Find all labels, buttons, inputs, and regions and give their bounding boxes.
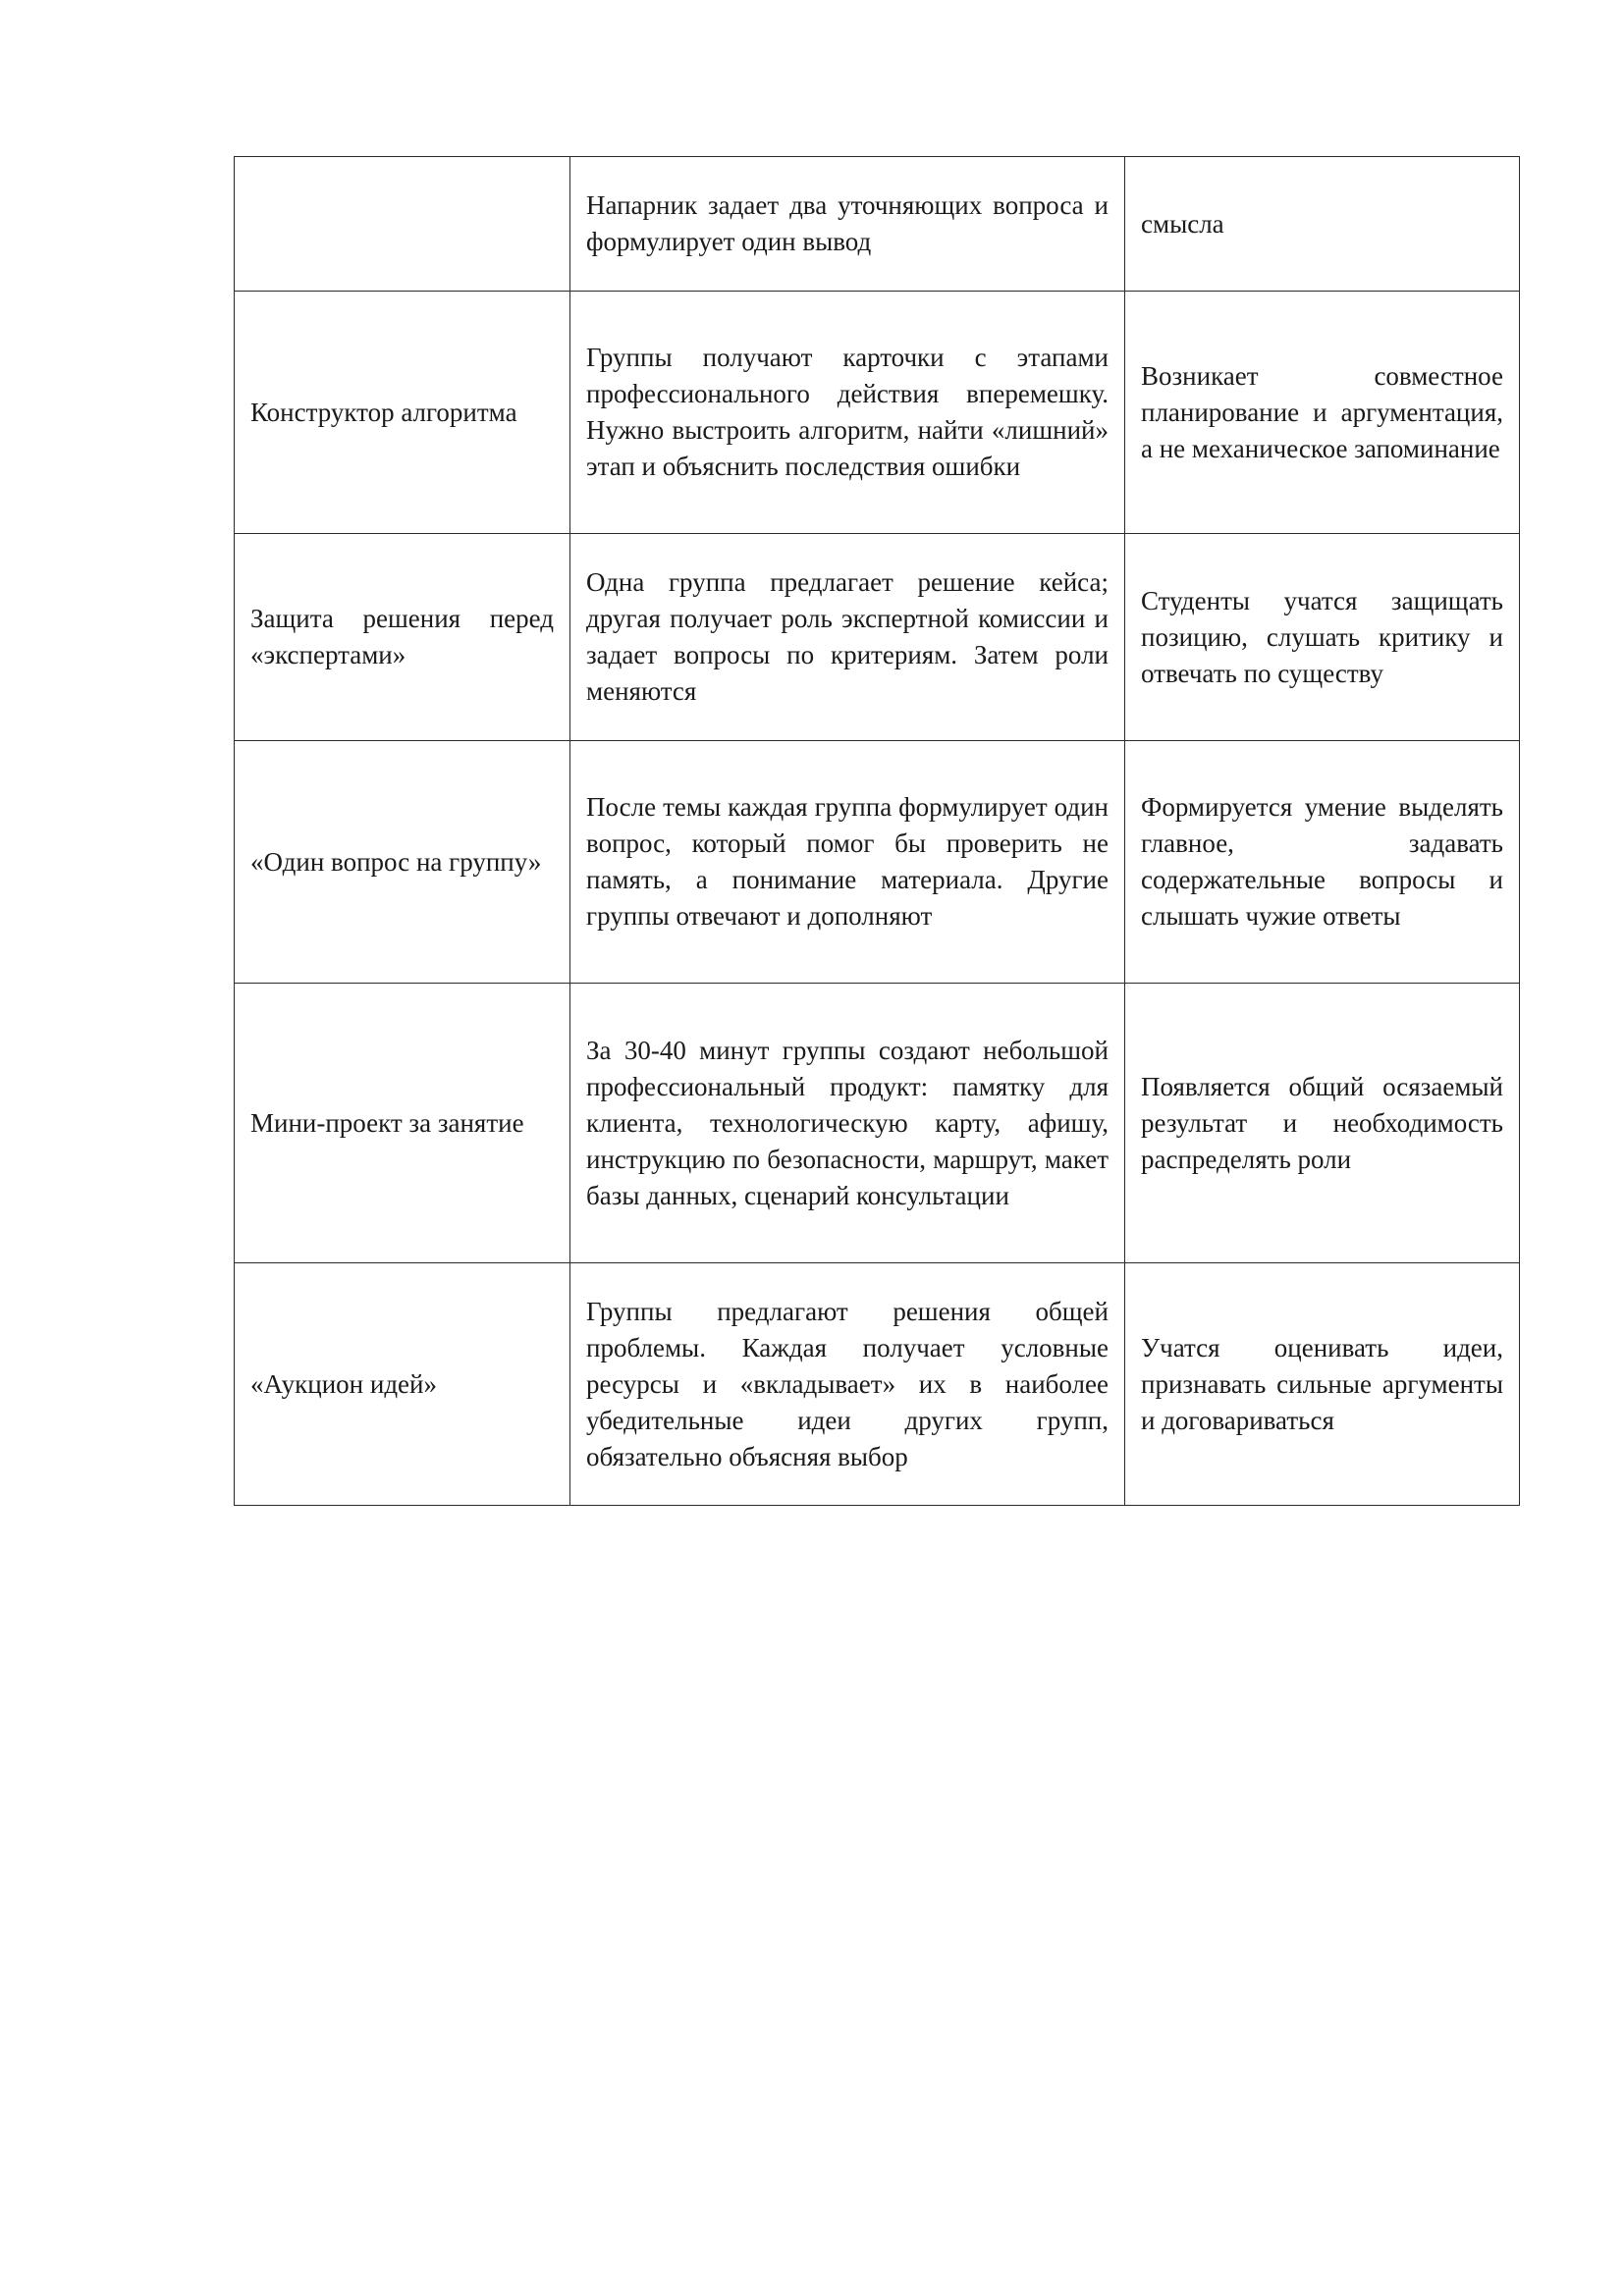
method-description-cell [570,157,1125,292]
method-name: Конструктор алгоритма [250,397,517,427]
methods-table [234,156,1520,1506]
method-description-cell [570,1263,1125,1506]
method-effect: Возникает совместное планирование и аргументация, а не механическое запоминание [1141,360,1503,463]
table-row [235,741,1520,984]
method-name: Защита решения перед «экспертами» [250,604,554,669]
method-description: После темы каждая группа формулирует один вопрос, который помог бы проверить не память, а понимание материала. Другие группы отвечают и дополняют [586,792,1109,931]
method-name-cell [235,984,570,1263]
method-description-cell [570,741,1125,984]
method-effect-cell [1125,157,1520,292]
method-effect: Формируется умение выделять главное, задавать содержательные вопросы и слышать чужие ответы [1141,792,1503,931]
method-description: Группы получают карточки с этапами профессионального действия вперемешку. Нужно выстроить алгоритм, найти «лишний» этап и объяснить последствия ошибки [586,343,1109,481]
method-name-cell [235,1263,570,1506]
method-effect: Появляется общий осязаемый результат и необходимость распределять роли [1141,1071,1503,1174]
method-effect-cell [1125,534,1520,741]
method-name-cell [235,741,570,984]
method-name-cell [235,292,570,534]
table-row [235,984,1520,1263]
method-name: Мини-проект за занятие [250,1107,524,1138]
table-row [235,157,1520,292]
method-effect-cell [1125,984,1520,1263]
method-description-cell [570,984,1125,1263]
method-description: Группы предлагают решения общей проблемы. Каждая получает условные ресурсы и «вкладывает» их в наиболее убедительные идеи других групп, обязательно объясняя выбор [586,1296,1109,1471]
method-description: За 30-40 минут группы создают небольшой профессиональный продукт: памятку для клиента, технологическую карту, афишу, инструкцию по безопасности, маршрут, макет базы данных, сценарий консультации [586,1035,1109,1210]
method-description: Одна группа предлагает решение кейса; другая получает роль экспертной комиссии и задает вопросы по критериям. Затем роли меняются [586,567,1109,706]
table-row [235,292,1520,534]
table-row [235,534,1520,741]
method-description: Напарник задает два уточняющих вопроса и формулирует один вывод [586,190,1109,256]
method-effect-cell [1125,741,1520,984]
method-description-cell [570,534,1125,741]
method-effect: Учатся оценивать идеи, признавать сильные аргументы и договариваться [1141,1332,1503,1435]
method-effect-cell [1125,292,1520,534]
method-name: «Аукцион идей» [250,1368,437,1399]
method-effect: смысла [1141,208,1224,239]
method-effect-cell [1125,1263,1520,1506]
method-description-cell [570,292,1125,534]
table-row [235,1263,1520,1506]
method-name-cell [235,534,570,741]
method-effect: Студенты учатся защищать позицию, слушать критику и отвечать по существу [1141,585,1503,688]
method-name-cell [235,157,570,292]
method-name: «Один вопрос на группу» [250,846,542,877]
